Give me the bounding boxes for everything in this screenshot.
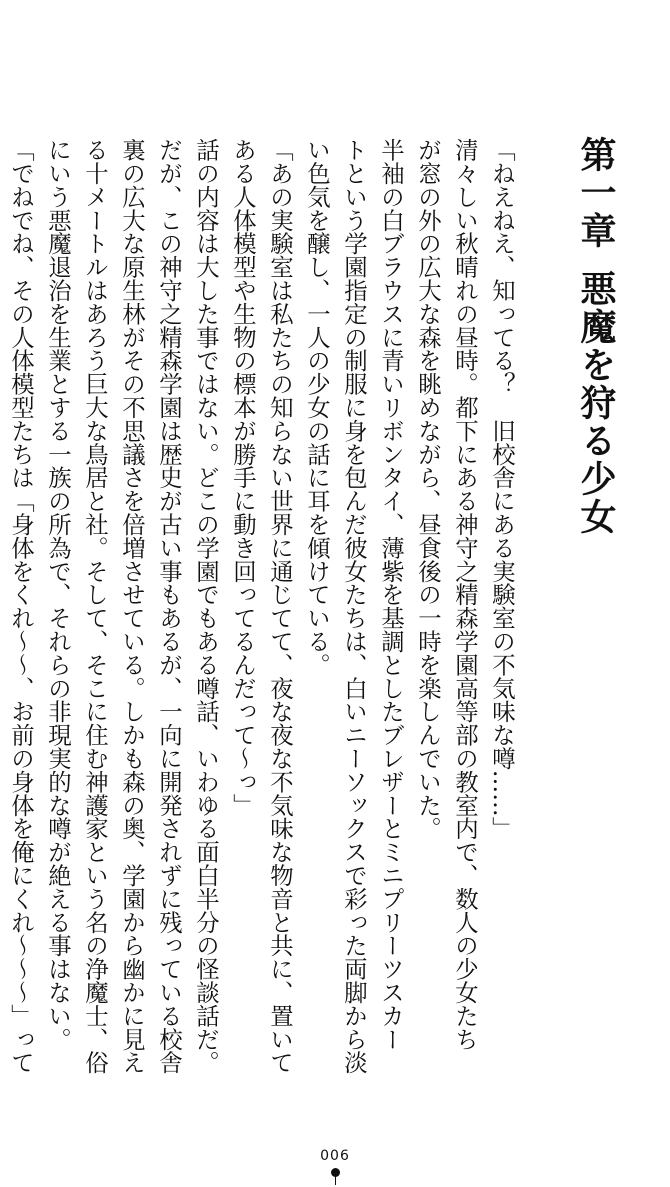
text-line: だが、この神守之精森学園は歴史が古い事もあるが、一向に開発されずに残っている校舎 [155, 138, 183, 1074]
text-line: ある人体模型や生物の標本が勝手に動き回ってるんだって〜っ」 [229, 138, 257, 817]
page-marker-stem [335, 1176, 336, 1185]
chapter-heading [575, 136, 617, 536]
text-line: トという学園指定の制服に身を包んだ彼女たちは、白いニーソックスで彩った両脚から淡 [340, 138, 368, 1074]
text-line: 話の内容は大した事ではない。どこの学園でもある噂話、いわゆる面白半分の怪談話だ。 [192, 138, 220, 1074]
text-line: い色気を醸し、一人の少女の話に耳を傾けている。 [303, 138, 331, 677]
text-line: 「でねでね、その人体模型たちは「身体をくれ〜〜、お前の身体を俺にくれ〜〜〜」って [7, 138, 35, 1074]
page-number: 006 [320, 1148, 350, 1164]
book-page [7, 136, 620, 1074]
text-line: 裏の広大な原生林がその不思議さを倍増させている。しかも森の奥、学園から幽かに見え [118, 138, 146, 1074]
chapter-title: 悪魔を狩る少女 [575, 270, 617, 536]
body-text [2, 138, 520, 1074]
text-line: 「あの実験室は私たちの知らない世界に通じてて、夜な夜な不気味な物音と共に、置いて [266, 138, 294, 1074]
chapter-number: 第一章 [575, 136, 617, 250]
text-line: 半袖の白ブラウスに青いリボンタイ、薄紫を基調としたブレザーとミニプリーツスカー [377, 138, 405, 1051]
text-line: が窓の外の広大な森を眺めながら、昼食後の一時を楽しんでいた。 [414, 138, 442, 840]
text-line: 「ねえねえ、知ってる？ 旧校舎にある実験室の不気味な噂……」 [488, 138, 516, 840]
text-line: 清々しい秋晴れの昼時。都下にある神守之精森学園高等部の教室内で、数人の少女たち [451, 138, 479, 1051]
text-line: る十メートルはあろう巨大な鳥居と社。そして、そこに住む神護家という名の浄魔士、俗 [81, 138, 109, 1074]
text-line: にいう悪魔退治を生業とする一族の所為で、それらの非現実的な噂が絶える事はない。 [44, 138, 72, 1051]
